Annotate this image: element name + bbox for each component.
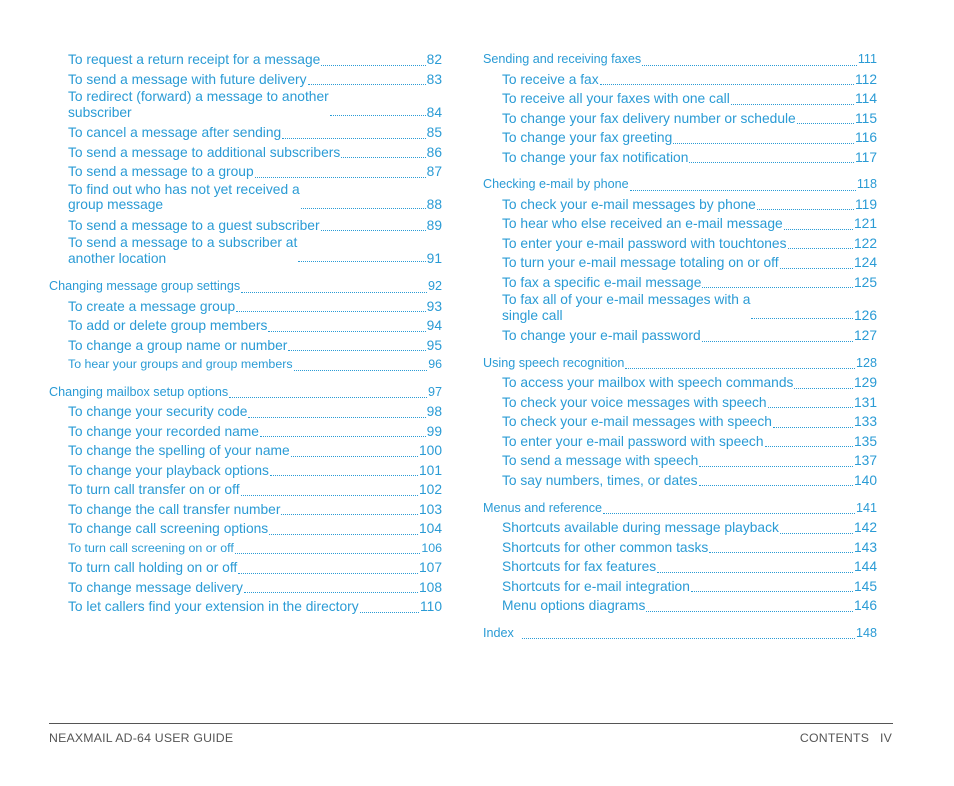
- dot-leader: [341, 156, 425, 158]
- toc-page-number: 89: [426, 217, 442, 233]
- toc-section: [49, 383, 442, 617]
- toc-entry[interactable]: [483, 538, 877, 558]
- toc-section-heading[interactable]: [49, 277, 442, 297]
- dot-leader: [603, 512, 855, 514]
- dot-leader: [241, 494, 418, 496]
- toc-entry[interactable]: [483, 253, 877, 273]
- toc-page-number: 148: [855, 625, 877, 640]
- toc-page-number: 144: [853, 559, 877, 575]
- toc-entry[interactable]: [49, 297, 442, 317]
- toc-page-number: 94: [426, 318, 442, 334]
- toc-page-number: 125: [853, 274, 877, 290]
- toc-entry-label: To send a message to a subscriber at another location: [68, 235, 298, 266]
- toc-entry-label: To send a message to a group: [68, 164, 254, 179]
- dot-leader: [321, 64, 425, 66]
- dot-leader: [780, 532, 853, 534]
- dot-leader: [673, 142, 854, 144]
- toc-section: [483, 499, 877, 616]
- toc-page-number: 97: [427, 384, 442, 399]
- toc-page-number: 141: [855, 500, 877, 515]
- toc-page-number: 140: [853, 472, 877, 488]
- toc-entry[interactable]: [49, 162, 442, 182]
- toc-entry[interactable]: [49, 336, 442, 356]
- toc-entry-label: To receive all your faxes with one call: [502, 91, 730, 106]
- toc-page-number: 142: [853, 520, 877, 536]
- toc-entry[interactable]: [483, 148, 877, 168]
- toc-page-number: 124: [853, 255, 877, 271]
- dot-leader: [229, 396, 427, 398]
- toc-page-number: 131: [853, 394, 877, 410]
- toc-entry[interactable]: [49, 70, 442, 90]
- toc-page-number: 86: [426, 144, 442, 160]
- toc-entry-label: Sending and receiving faxes: [483, 52, 642, 66]
- toc-section-heading[interactable]: [483, 499, 877, 519]
- dot-leader: [702, 286, 853, 288]
- dot-leader: [522, 637, 855, 639]
- toc-entry[interactable]: [483, 451, 877, 471]
- toc-entry[interactable]: [483, 596, 877, 616]
- toc-entry-label: To access your mailbox with speech commands: [502, 375, 794, 391]
- toc-page-number: 95: [426, 337, 442, 353]
- toc-page-number: 87: [426, 164, 442, 179]
- section-gap: [483, 616, 877, 624]
- toc-entry[interactable]: [483, 273, 877, 293]
- toc-entry[interactable]: [483, 89, 877, 109]
- toc-entry[interactable]: [483, 128, 877, 148]
- toc-section-heading[interactable]: [483, 175, 877, 195]
- dot-leader: [291, 455, 418, 457]
- toc-entry-label: To change your fax greeting: [502, 130, 673, 145]
- dot-leader: [689, 161, 854, 163]
- toc-entry[interactable]: [49, 519, 442, 539]
- toc-entry-label: To change your fax delivery number or schedule: [502, 110, 796, 126]
- toc-entry-label: To check your voice messages with speech: [502, 394, 767, 410]
- toc-page-number: 112: [855, 71, 877, 87]
- toc-entry-label: To turn call transfer on or off: [68, 482, 240, 498]
- toc-entry-label: To send a message to a guest subscriber: [68, 217, 320, 233]
- dot-leader: [657, 571, 853, 573]
- toc-entry-label: Shortcuts for other common tasks: [502, 539, 709, 555]
- toc-page-number: 137: [853, 453, 877, 469]
- toc-page-number: 145: [853, 578, 877, 594]
- footer-guide-title: NEAXMAIL AD-64 USER GUIDE: [49, 731, 234, 745]
- toc-entry-label: To fax a specific e-mail message: [502, 274, 702, 290]
- toc-page-number: 85: [426, 125, 442, 140]
- toc-page-number: 106: [421, 540, 442, 555]
- toc-page-number: 103: [418, 501, 442, 517]
- dot-leader: [757, 208, 854, 210]
- toc-entry[interactable]: [483, 577, 877, 597]
- toc-entry[interactable]: [49, 216, 442, 236]
- toc-entry[interactable]: [49, 50, 442, 70]
- toc-page-number: 99: [426, 423, 442, 439]
- toc-entry-label: Shortcuts available during message playback: [502, 520, 779, 536]
- toc-entry-label: To change the spelling of your name: [68, 443, 290, 459]
- toc-entry-label: To turn your e-mail message totaling on or off: [502, 255, 779, 271]
- toc-entry[interactable]: [483, 292, 877, 326]
- toc-entry-label: To send a message with speech: [502, 453, 699, 469]
- section-gap: [49, 269, 442, 277]
- toc-entry[interactable]: [49, 182, 442, 216]
- toc-section: [49, 277, 442, 375]
- toc-entry-label: To turn call holding on or off: [68, 560, 238, 576]
- toc-entry-label: To turn call screening on or off: [68, 540, 234, 555]
- toc-entry-label: Shortcuts for fax features: [502, 559, 657, 575]
- toc-page-number: 119: [855, 196, 877, 212]
- dot-leader: [268, 330, 425, 332]
- toc-entry[interactable]: [49, 597, 442, 617]
- toc-left-column: [49, 50, 442, 617]
- dot-leader: [794, 387, 853, 389]
- toc-page-number: 101: [418, 462, 442, 478]
- toc-page-number: 115: [855, 110, 877, 126]
- dot-leader: [784, 228, 853, 230]
- toc-page-number: 121: [853, 216, 877, 232]
- dot-leader: [751, 317, 853, 319]
- toc-entry-label: To find out who has not yet received a group message: [68, 181, 300, 212]
- toc-page-number: 146: [853, 598, 877, 614]
- toc-entry-label: To change a group name or number: [68, 337, 288, 353]
- toc-entry[interactable]: [49, 316, 442, 336]
- toc-entry[interactable]: [49, 422, 442, 442]
- toc-entry[interactable]: [483, 326, 877, 346]
- dot-leader: [308, 83, 426, 85]
- toc-page-number: 126: [853, 307, 877, 323]
- toc-entry-label: To change message delivery: [68, 579, 243, 595]
- dot-leader: [702, 340, 853, 342]
- toc-section-heading[interactable]: [483, 624, 877, 644]
- toc-entry[interactable]: [483, 471, 877, 491]
- toc-entry-label: To change your recorded name: [68, 423, 259, 439]
- dot-leader: [699, 484, 853, 486]
- toc-entry[interactable]: [49, 143, 442, 163]
- toc-entry[interactable]: [49, 578, 442, 598]
- toc-page-number: 88: [426, 197, 442, 212]
- toc-page-number: 92: [427, 279, 442, 294]
- toc-entry-label: To redirect (forward) a message to another subscriber: [68, 89, 329, 120]
- toc-entry[interactable]: [49, 461, 442, 481]
- toc-entry-label: To change the call transfer number: [68, 501, 281, 517]
- toc-entry[interactable]: [49, 402, 442, 422]
- toc-entry-label: To say numbers, times, or dates: [502, 472, 698, 488]
- toc-page-number: 91: [426, 250, 442, 266]
- dot-leader: [236, 310, 425, 312]
- dot-leader: [691, 590, 853, 592]
- dot-leader: [235, 552, 421, 554]
- toc-page-number: 128: [855, 355, 877, 370]
- dot-leader: [301, 207, 426, 209]
- toc-entry-label: To change your e-mail password: [502, 328, 701, 344]
- toc-page-number: 122: [853, 235, 877, 251]
- toc-entry-label: To send a message with future delivery: [68, 71, 307, 87]
- toc-entry-label: To cancel a message after sending: [68, 125, 282, 140]
- toc-section-heading[interactable]: [483, 354, 877, 374]
- toc-entry[interactable]: [49, 500, 442, 520]
- toc-entry-label: To receive a fax: [502, 71, 599, 87]
- toc-section-heading[interactable]: [49, 383, 442, 403]
- dot-leader: [269, 533, 418, 535]
- dot-leader: [600, 83, 854, 85]
- toc-page-number: 127: [853, 328, 877, 344]
- dot-leader: [768, 406, 853, 408]
- section-gap: [483, 490, 877, 498]
- toc-page-number: 133: [853, 414, 877, 430]
- toc-page-number: 107: [418, 560, 442, 576]
- toc-right-column: [483, 50, 877, 643]
- toc-entry-label: To change your fax notification: [502, 149, 689, 165]
- toc-page-number: 108: [418, 579, 442, 595]
- toc-entry-label: Menus and reference: [483, 500, 603, 515]
- toc-page-number: 135: [853, 433, 877, 449]
- toc-entry[interactable]: [49, 235, 442, 269]
- toc-entry-label: Changing mailbox setup options: [49, 384, 229, 399]
- toc-page-number: 116: [855, 130, 877, 145]
- dot-leader: [244, 591, 418, 593]
- toc-entry-label: To hear who else received an e-mail message: [502, 216, 783, 232]
- toc-page-number: 110: [420, 599, 442, 615]
- toc-entry-label: Menu options diagrams: [502, 598, 646, 614]
- dot-leader: [773, 426, 853, 428]
- dot-leader: [255, 176, 426, 178]
- dot-leader: [642, 64, 857, 66]
- dot-leader: [360, 611, 419, 613]
- dot-leader: [248, 416, 425, 418]
- toc-entry-label: To check your e-mail messages by phone: [502, 196, 756, 212]
- dot-leader: [797, 122, 854, 124]
- toc-entry[interactable]: [483, 432, 877, 452]
- dot-leader: [765, 445, 853, 447]
- toc-page-number: 143: [853, 539, 877, 555]
- dot-leader: [630, 189, 856, 191]
- section-gap: [483, 346, 877, 354]
- toc-page-number: 111: [857, 52, 877, 66]
- toc-entry[interactable]: [49, 539, 442, 559]
- dot-leader: [780, 267, 853, 269]
- toc-page-number: 129: [853, 375, 877, 391]
- toc-page-number: 98: [426, 404, 442, 420]
- toc-entry[interactable]: [483, 557, 877, 577]
- toc-page-number: 96: [428, 357, 442, 372]
- toc-entry[interactable]: [483, 214, 877, 234]
- toc-page-number: 118: [856, 177, 877, 192]
- toc-entry-label: To hear your groups and group members: [68, 357, 293, 372]
- dot-leader: [625, 367, 855, 369]
- toc-section: [483, 50, 877, 167]
- toc-entry-label: To change your security code: [68, 404, 248, 420]
- toc-entry[interactable]: [483, 393, 877, 413]
- dot-leader: [646, 610, 853, 612]
- footer-divider: [49, 723, 893, 724]
- dot-leader: [260, 435, 426, 437]
- toc-page-number: 82: [426, 52, 442, 67]
- toc-entry-label: Changing message group settings: [49, 279, 241, 294]
- toc-entry-label: Index: [483, 625, 514, 640]
- dot-leader: [288, 349, 425, 351]
- toc-entry-label: To change your playback options: [68, 462, 269, 478]
- section-gap: [483, 167, 877, 175]
- dot-leader: [281, 513, 418, 515]
- toc-section: [483, 624, 877, 644]
- dot-leader: [270, 474, 418, 476]
- toc-page-number: 93: [426, 298, 442, 314]
- toc-entry-label: Shortcuts for e-mail integration: [502, 578, 690, 594]
- footer-page-label: CONTENTS IV: [799, 731, 892, 745]
- toc-entry[interactable]: [483, 70, 877, 90]
- toc-page-number: 117: [855, 149, 877, 165]
- toc-entry-label: To fax all of your e-mail messages with a single call: [502, 292, 751, 323]
- toc-entry-label: To change call screening options: [68, 521, 269, 537]
- toc-page-number: 102: [418, 482, 442, 498]
- dot-leader: [330, 114, 426, 116]
- dot-leader: [788, 247, 853, 249]
- toc-entry[interactable]: [49, 89, 442, 123]
- toc-entry[interactable]: [49, 480, 442, 500]
- toc-entry-label: To enter your e-mail password with touchtones: [502, 235, 787, 251]
- toc-page-number: 83: [426, 71, 442, 87]
- toc-entry[interactable]: [49, 355, 442, 375]
- dot-leader: [731, 103, 854, 105]
- dot-leader: [282, 137, 425, 139]
- toc-section: [49, 50, 442, 269]
- toc-page-number: 84: [426, 104, 442, 120]
- toc-entry[interactable]: [49, 123, 442, 143]
- toc-entry[interactable]: [49, 558, 442, 578]
- toc-entry[interactable]: [483, 109, 877, 129]
- toc-entry-label: To let callers find your extension in the directory: [68, 599, 359, 615]
- toc-entry[interactable]: [483, 518, 877, 538]
- toc-entry[interactable]: [483, 373, 877, 393]
- toc-entry-label: Using speech recognition: [483, 355, 625, 370]
- toc-entry[interactable]: [483, 412, 877, 432]
- dot-leader: [298, 260, 425, 262]
- toc-entry-label: To send a message to additional subscribers: [68, 144, 341, 160]
- toc-entry[interactable]: [49, 441, 442, 461]
- toc-entry[interactable]: [483, 195, 877, 215]
- toc-page-number: 104: [418, 521, 442, 537]
- dot-leader: [699, 465, 853, 467]
- dot-leader: [321, 229, 426, 231]
- toc-entry-label: To request a return receipt for a message: [68, 52, 321, 67]
- dot-leader: [294, 369, 428, 371]
- dot-leader: [238, 572, 418, 574]
- toc-section-heading[interactable]: [483, 50, 877, 70]
- dot-leader: [709, 551, 853, 553]
- toc-section: [483, 175, 877, 346]
- toc-entry-label: To add or delete group members: [68, 318, 268, 334]
- toc-page-number: 100: [418, 443, 442, 459]
- toc-entry-label: To enter your e-mail password with speech: [502, 433, 764, 449]
- toc-entry[interactable]: [483, 234, 877, 254]
- dot-leader: [241, 291, 427, 293]
- toc-entry-label: To check your e-mail messages with speech: [502, 414, 772, 430]
- section-gap: [49, 375, 442, 383]
- toc-entry-label: To create a message group: [68, 298, 236, 314]
- toc-page-number: 114: [855, 91, 877, 106]
- toc-entry-label: Checking e-mail by phone: [483, 177, 629, 192]
- toc-section: [483, 354, 877, 491]
